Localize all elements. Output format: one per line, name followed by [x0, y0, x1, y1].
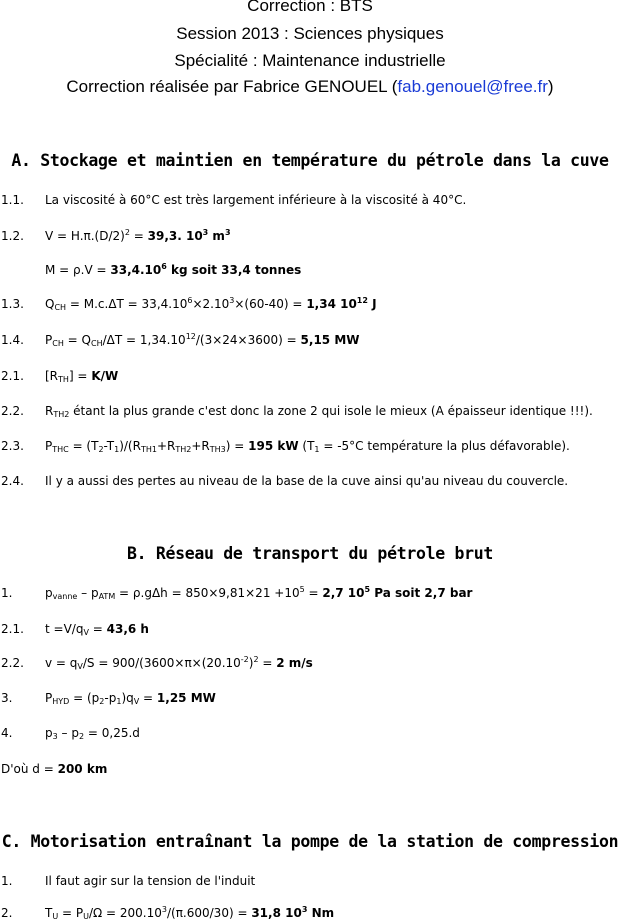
result-value: 2 m/s [276, 656, 313, 670]
item-a-1-4 [0, 330, 620, 350]
result-value: 39,3. $10^3$ $m^3$ [147, 228, 231, 243]
author-text-end: ) [547, 77, 554, 96]
item-formula: $p_{vanne} - p_{ATM} = \rho.g\Delta h = 850\times 9,81\times 21 +10^5 = 2,7$ $10^5$ Pa soit 2,7 bar [45, 585, 473, 601]
result-value: 31,8 $10^3$ Nm [251, 905, 335, 920]
item-b-4 [0, 723, 620, 743]
item-c-1 [0, 871, 620, 891]
item-formula: $[R_{TH}] = K/W$ [45, 369, 119, 384]
item-number: 1.4. [1, 333, 24, 347]
item-a-1-2-mass [0, 260, 620, 280]
item-a-1-3 [0, 294, 620, 314]
item-formula: $p_3 - p_2 = 0,25.d$ [45, 726, 140, 741]
item-a-2-1 [0, 366, 620, 386]
header-line-1: Correction : BTS [247, 0, 373, 15]
item-b-1 [0, 583, 620, 603]
item-a-2-2 [0, 401, 620, 421]
item-number: 3. [1, 691, 13, 705]
item-a-2-3 [0, 436, 620, 456]
item-formula: $Q_{CH} = M.c.\Delta T = 33,4.10^6\times 2.10^3\times(60-40) = 1,34$ $10^{12}$ J [45, 296, 377, 312]
result-value: 43,6 h [106, 622, 149, 636]
section-c-title: C. Motorisation entraînant la pompe de la station de compression [1, 832, 619, 851]
result-value: 1,34 $10^{12}$ J [306, 296, 377, 311]
header-line-2: Session 2013 : Sciences physiques [176, 24, 444, 43]
item-number: 1.1. [1, 193, 24, 207]
item-b-2-1 [0, 619, 620, 639]
item-number: 1.2. [1, 229, 24, 243]
item-number: 1. [1, 874, 13, 888]
item-number: 1. [1, 586, 13, 600]
item-number: 2. [1, 906, 13, 920]
email-link[interactable]: fab.genouel@free.fr [397, 77, 548, 96]
item-formula: $V = H.\pi.(D/2)^2 = 39,3$. $10^3$ $m^3$ [45, 228, 231, 243]
item-text: Il faut agir sur la tension de l'induit [45, 874, 256, 888]
item-formula: $M = \rho.V = 33,4.10^6$ kg soit 33,4 tonnes [45, 262, 302, 277]
item-a-1-1 [0, 190, 620, 210]
item-a-2-4 [0, 471, 620, 491]
item-number: 2.3. [1, 439, 24, 453]
item-formula: $T_U = P_U/\Omega = 200.10^3/(\pi.600/30) = 31,8$ $10^3$ Nm [45, 905, 335, 921]
result-value: 2,7 $10^5$ Pa soit 2,7 bar [322, 585, 473, 600]
result-value: K/W [91, 369, 119, 383]
item-text: $R_{TH2}$ étant la plus grande c'est donc la zone 2 qui isole le mieux (A épaisseur identique !!!). [45, 404, 593, 419]
author-text: Correction réalisée par Fabrice GENOUEL ( [66, 77, 398, 96]
item-number: 2.1. [1, 369, 24, 383]
section-a-title: A. Stockage et maintien en température du pétrole dans la cuve [11, 151, 609, 170]
item-number: 4. [1, 726, 13, 740]
result-value: 200 km [57, 762, 108, 776]
result-value: 1,25 MW [156, 691, 216, 705]
section-b-title: B. Réseau de transport du pétrole brut [126, 544, 494, 563]
item-formula: $P_{THC} = (T_2-T_1)/(R_{TH1}+R_{TH2}+R_{TH3}) = 195$ kW ($T_1 = -5^\circ C$ température la plus défavorable). [45, 439, 570, 454]
item-number: 2.2. [1, 404, 24, 418]
item-number: 1.3. [1, 297, 24, 311]
result-value: 5,15 MW [300, 333, 360, 347]
item-text: Il y a aussi des pertes au niveau de la base de la cuve ainsi qu'au niveau du couvercle. [45, 474, 569, 488]
item-formula: $t =V/q_V = 43,6$ h [45, 622, 149, 637]
item-formula: D'où d = 200 km [1, 762, 108, 776]
item-a-1-2 [0, 226, 620, 246]
item-b-4-distance [0, 759, 620, 779]
header-line-3: Spécialité : Maintenance industrielle [174, 51, 446, 70]
item-number: 2.1. [1, 622, 24, 636]
result-value: 195 kW [248, 439, 299, 453]
item-text: La viscosité à 60°C est très largement inférieure à la viscosité à 40°C. [45, 193, 467, 207]
item-b-3 [0, 688, 620, 708]
item-b-2-2 [0, 653, 620, 673]
result-value: 33,4.10$^6$ kg soit 33,4 tonnes [110, 262, 302, 277]
item-number: 2.4. [1, 474, 24, 488]
header-line-4 [0, 76, 620, 98]
item-formula: $P_{CH} = Q_{CH}/\Delta T = 1,34.10^{12}/(3\times 24\times 3600) = 5,15$ MW [45, 332, 360, 348]
item-c-2 [0, 903, 620, 923]
item-formula: $P_{HYD} = (p_2-p_1)q_V = 1,25$ MW [45, 691, 216, 706]
item-formula: $v = q_V/S = 900/(3600\times\pi\times(20.10^{-2})^2 = 2$ m/s [45, 655, 313, 671]
item-number: 2.2. [1, 656, 24, 670]
